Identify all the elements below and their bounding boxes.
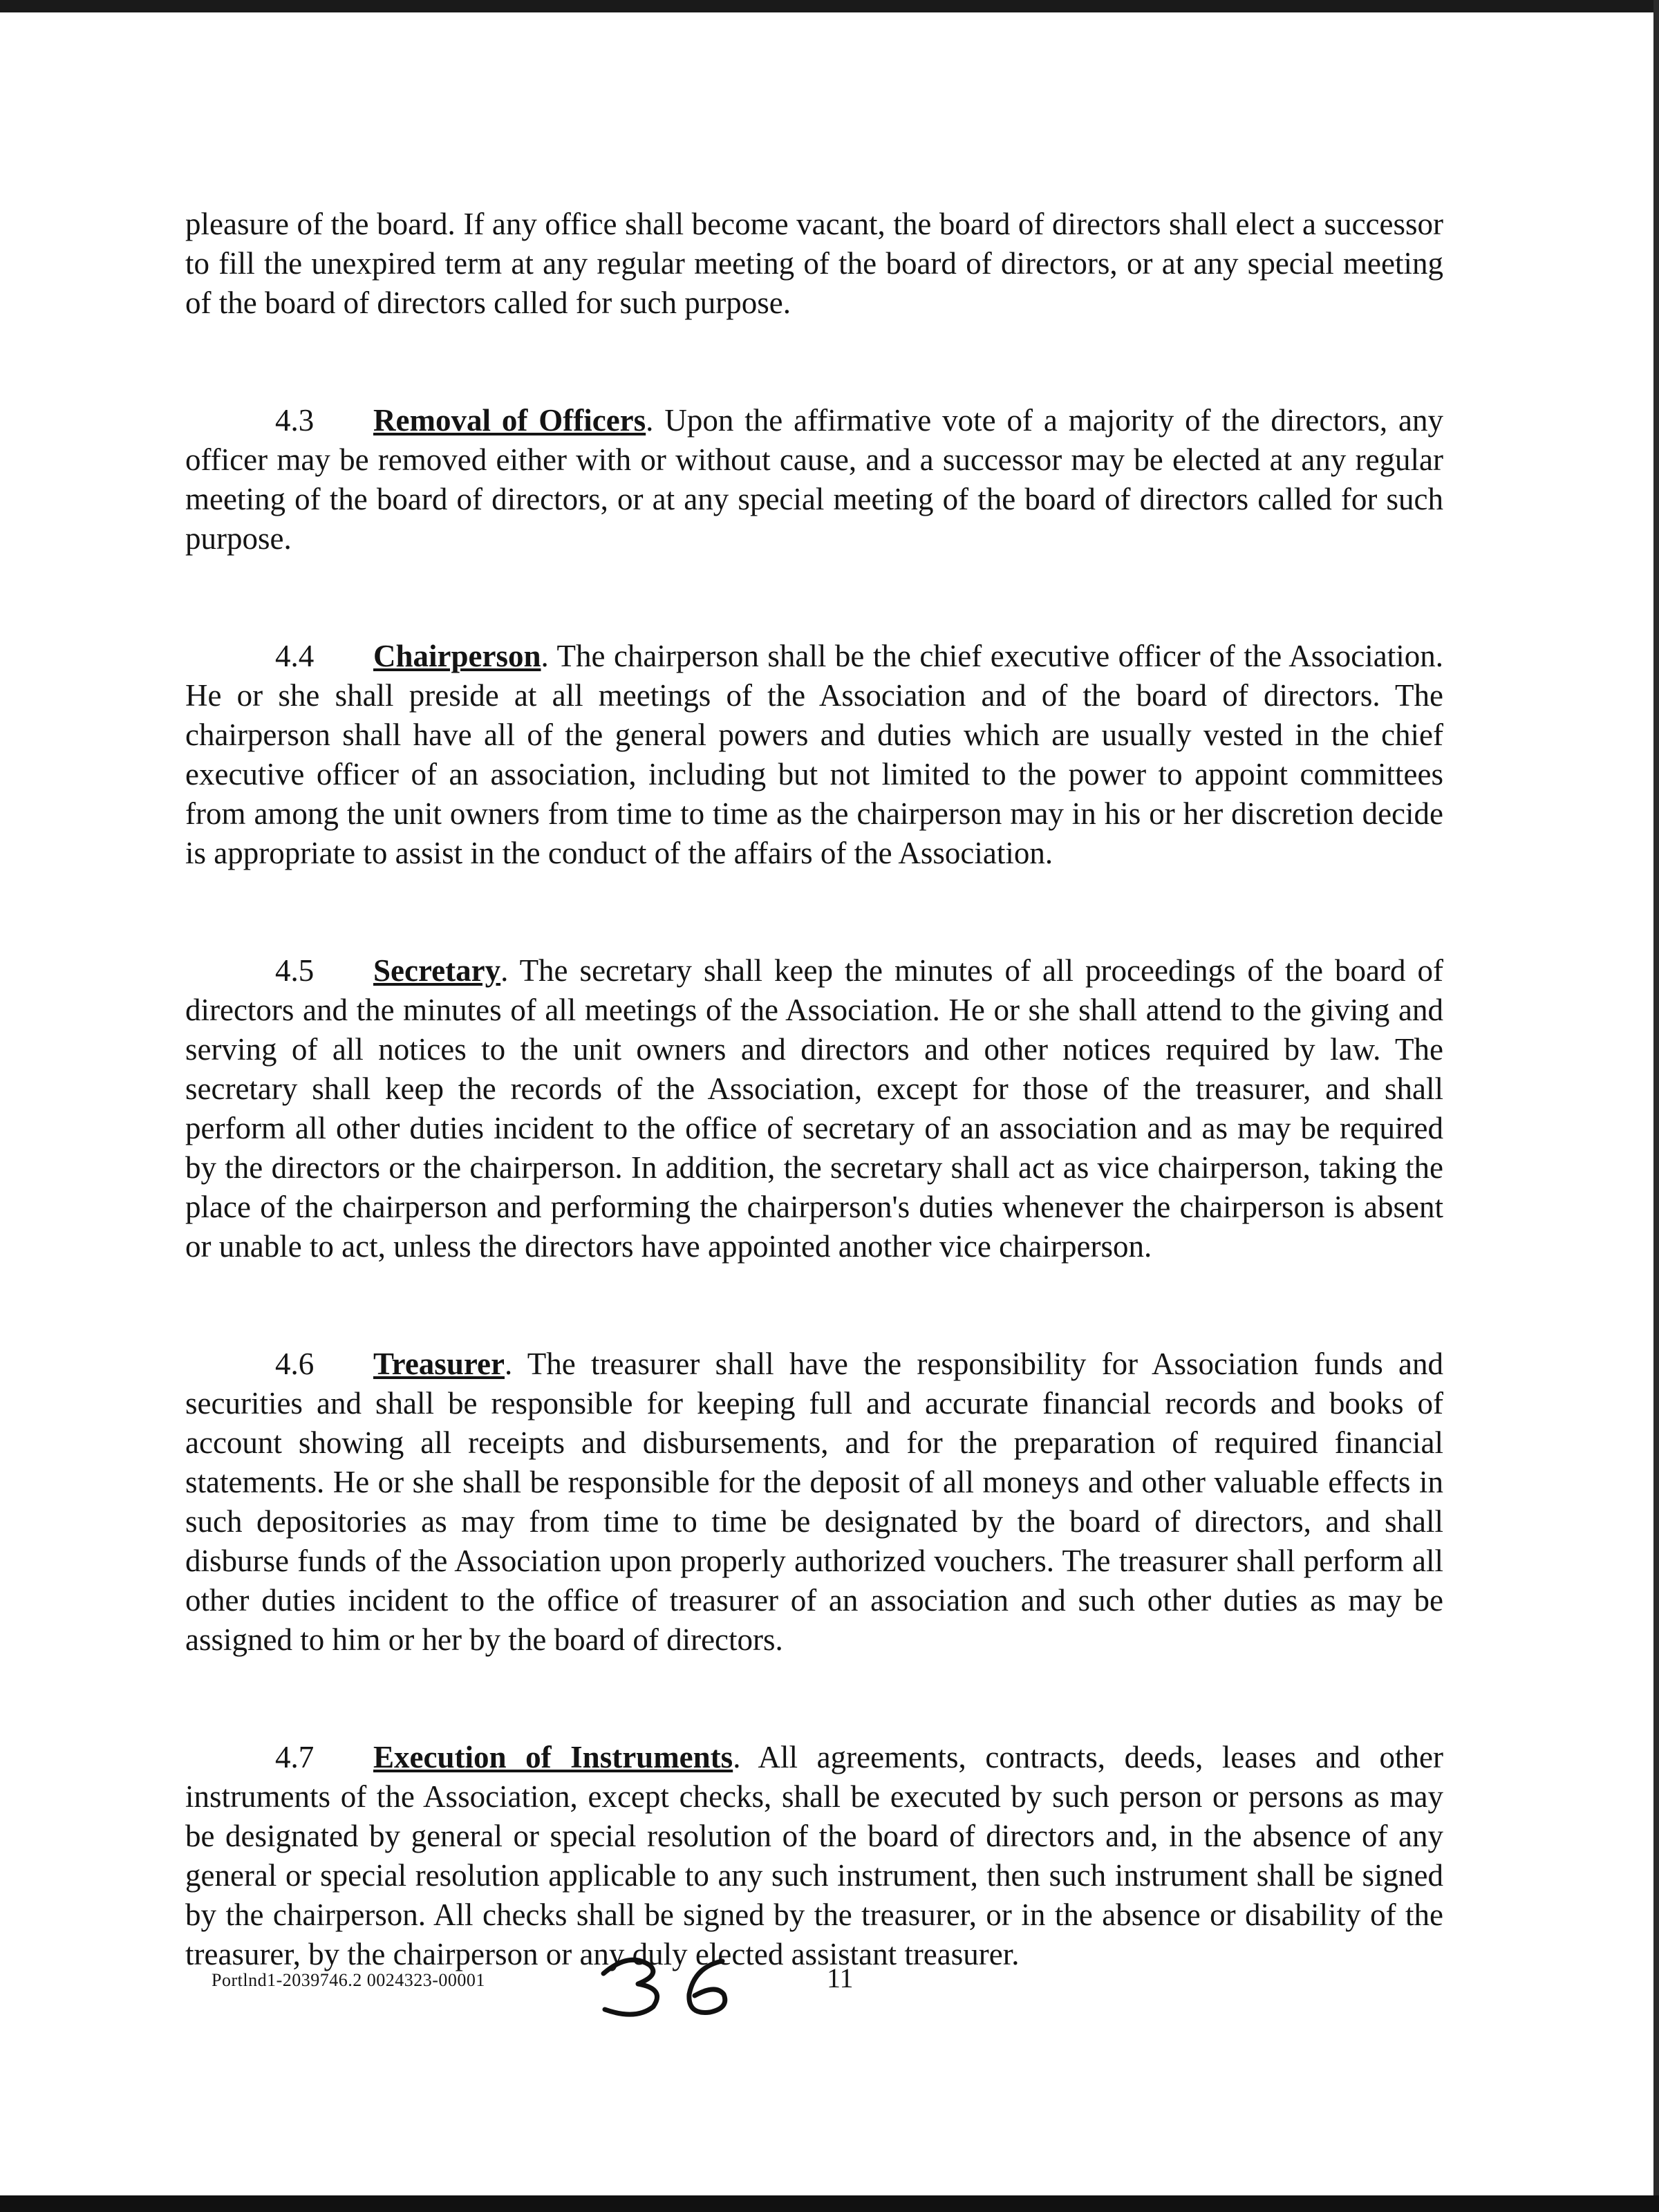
section-4-6: 4.6 Treasurer. The treasurer shall have the responsibility for Association funds and securities and shall be responsible for keeping full and accurate financial records and books of account showing all receipts and disbursements, and for the preparation of required financial statements. He or she shall be responsible for the deposit of all moneys and other valuable effects in such depositories as may from time to time be designated by the board of directors, and shall disburse funds of the Association upon properly authorized vouchers. The treasurer shall perform all other duties incident to the office of treasurer of an association and such other duties as may be assigned to him or her by the board of directors. <box>185 1344 1443 1660</box>
section-body: The secretary shall keep the minutes of all proceedings of the board of directors and the minutes of all meetings of the Association. He or she shall attend to the giving and serving of all notices to the unit owners and directors and other notices required by law. The secretary shall keep the records of the Association, except for those of the treasurer, and shall perform all other duties incident to the office of secretary of an association and as may be required by the directors or the chairperson. In addition, the secretary shall act as vice chairperson, taking the place of the chairperson and performing the chairperson's duties whenever the chairperson is absent or unable to act, unless the directors have appointed another vice chairperson. <box>185 953 1444 1264</box>
section-body: The chairperson shall be the chief executive officer of the Association. He or she shall preside at all meetings of the Association and of the board of directors. The chairperson shall have all of the general powers and duties which are usually vested in the chief executive officer of an association, including but not limited to the power to appoint committees from among the unit owners from time to time as the chairperson may in his or her discretion decide is appropriate to assist in the conduct of the affairs of the Association. <box>185 639 1443 870</box>
section-heading: Secretary <box>373 953 501 988</box>
section-4-4: 4.4 Chairperson. The chairperson shall be the chief executive officer of the Association. He or she shall preside at all meetings of the Association and of the board of directors. The chairperson shall have all of the general powers and duties which are usually vested in the chief executive officer of an association, including but not limited to the power to appoint committees from among the unit owners from time to time as the chairperson may in his or her discretion decide is appropriate to assist in the conduct of the affairs of the Association. <box>185 637 1443 873</box>
section-number: 4.4 <box>275 639 315 673</box>
section-heading: Execution of Instruments <box>373 1740 733 1774</box>
handwritten-page-number-36 <box>591 1946 764 2022</box>
section-heading: Removal of Officers <box>373 403 646 438</box>
page-number: 11 <box>827 1962 854 1994</box>
section-number: 4.6 <box>275 1347 315 1381</box>
section-number: 4.7 <box>275 1740 315 1774</box>
scan-edge-right <box>1653 0 1659 2212</box>
section-4-3: 4.3 Removal of Officers. Upon the affirmative vote of a majority of the directors, any officer may be removed either with or without cause, and a successor may be elected at any regular meeting of the board of directors, or at any special meeting of the board of directors called for such purpose. <box>185 401 1443 559</box>
footer-document-id: Portlnd1-2039746.2 0024323-00001 <box>212 1970 485 1990</box>
section-body: Upon the affirmative vote of a majority of the directors, any officer may be removed either with or without cause, and a successor may be elected at any regular meeting of the board of directors, or at any special meeting of the board of directors called for such purpose. <box>185 403 1443 556</box>
section-body: All agreements, contracts, deeds, leases and other instruments of the Association, except checks, shall be executed by such person or persons as may be designated by general or special resolution of the board of directors and, in the absence of any general or special resolution applicable to any such instrument, then such instrument shall be signed by the chairperson. All checks shall be signed by the treasurer, or in the absence or disability of the treasurer, by the chairperson or any duly elected assistant treasurer. <box>185 1740 1443 1971</box>
section-4-5: 4.5 Secretary. The secretary shall keep the minutes of all proceedings of the board of directors and the minutes of all meetings of the Association. He or she shall attend to the giving and serving of all notices to the unit owners and directors and other notices required by law. The secretary shall keep the records of the Association, except for those of the treasurer, and shall perform all other duties incident to the office of secretary of an association and as may be required by the directors or the chairperson. In addition, the secretary shall act as vice chairperson, taking the place of the chairperson and performing the chairperson's duties whenever the chairperson is absent or unable to act, unless the directors have appointed another vice chairperson. <box>185 951 1443 1266</box>
section-number: 4.5 <box>275 953 315 988</box>
scan-edge-bottom <box>0 2195 1659 2212</box>
document-body <box>185 205 1443 2052</box>
section-heading: Chairperson <box>373 639 541 673</box>
scan-edge-top <box>0 0 1659 12</box>
section-heading: Treasurer <box>373 1347 505 1381</box>
opening-paragraph: pleasure of the board. If any office shall become vacant, the board of directors shall elect a successor to fill the unexpired term at any regular meeting of the board of directors, or at any special meeting of the board of directors called for such purpose. <box>185 207 1443 320</box>
section-4-7: 4.7 Execution of Instruments. All agreements, contracts, deeds, leases and other instruments of the Association, except checks, shall be executed by such person or persons as may be designated by general or special resolution of the board of directors and, in the absence of any general or special resolution applicable to any such instrument, then such instrument shall be signed by the chairperson. All checks shall be signed by the treasurer, or in the absence or disability of the treasurer, by the chairperson or any duly elected assistant treasurer. <box>185 1738 1443 1974</box>
section-number: 4.3 <box>275 403 315 438</box>
section-body: The treasurer shall have the responsibility for Association funds and securities and shall be responsible for keeping full and accurate financial records and books of account showing all receipts and disbursements, and for the preparation of required financial statements. He or she shall be responsible for the deposit of all moneys and other valuable effects in such depositories as may from time to time be designated by the board of directors, and shall disburse funds of the Association upon properly authorized vouchers. The treasurer shall perform all other duties incident to the office of treasurer of an association and such other duties as may be assigned to him or her by the board of directors. <box>185 1347 1443 1657</box>
